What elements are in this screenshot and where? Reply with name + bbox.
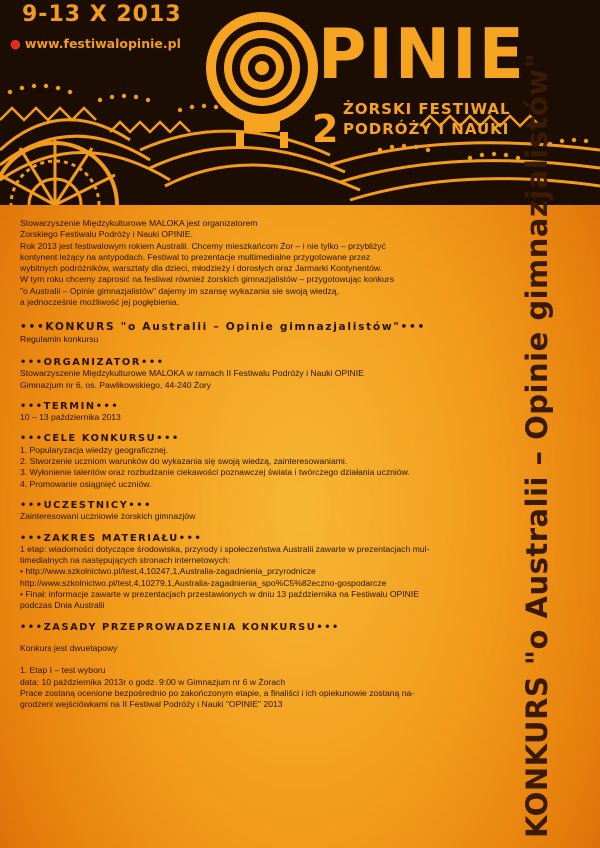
zasady-section	[20, 622, 530, 711]
intro-line: Rok 2013 jest festiwalowym rokiem Australii. Chcemy mieszkańcom Żor – i nie tylko – przybliżyć	[20, 240, 386, 251]
intro-line: Żorskiego Festiwalu Podróży i Nauki OPINIE.	[20, 229, 193, 240]
cele-line: 4. Promowanie osiągnięć uczniów.	[20, 478, 152, 489]
zasady-line: Konkurs jest dwuetapowy	[20, 642, 118, 653]
festival-dates: 9-13 X 2013	[22, 2, 182, 27]
zakres-link[interactable]: • http://www.szkolnictwo.pl/test,4,10247,1,Australia-zagadnienia_przyrodnicze	[20, 566, 316, 577]
zakres-section	[20, 533, 530, 612]
zakres-line: timedialnych na następujących stronach internetowych:	[20, 555, 231, 566]
termin-section	[20, 401, 530, 424]
intro-line: a jednocześnie możliwość jej pogłębienia.	[20, 297, 180, 308]
intro-line: W tym roku chcemy zaprosić na festiwal również żorskich gimnazjalistów – przygotowując konkurs	[20, 274, 394, 285]
intro-paragraph	[20, 218, 530, 308]
zakres-line: podczas Dnia Australii	[20, 600, 105, 611]
zakres-link[interactable]: http://www.szkolnictwo.pl/test,4,10279,1,Australia-zagadnienia_spo%C5%82eczno-gospodarcze	[20, 577, 387, 588]
intro-line: wybitnych podróżników, warsztaty dla dzieci, młodzieży i dorosłych oraz Jarmarki Kontynentów.	[20, 263, 383, 274]
bullet-icon: ●	[10, 36, 21, 51]
konkurs-section	[20, 322, 530, 345]
regulation-content	[20, 218, 530, 710]
organizator-line: Stowarzyszenie Międzykulturowe MALOKA w ramach II Festiwalu Podróży i Nauki OPINIE	[20, 368, 364, 379]
logo-text: PINIE	[318, 14, 526, 95]
cele-line: 2. Stworzenie uczniom warunków do wykazania się swoją wiedzą, zainteresowaniami.	[20, 456, 348, 467]
cele-line: 1. Popularyzacja wiedzy geograficznej.	[20, 444, 169, 455]
organizator-heading: •••ORGANIZATOR•••	[20, 356, 165, 368]
intro-line: kontynent leżący na antypodach. Festiwal to prezentacje multimedialne przygotowane przez	[20, 251, 371, 262]
subtitle-line-2: PODRÓŻY I NAUKI	[343, 120, 510, 138]
cele-section	[20, 433, 530, 489]
uczestnicy-heading: •••UCZESTNICY•••	[20, 499, 152, 511]
etap-line: Prace zostaną ocenione bezpośrednio po zakończonym etapie, a finaliści i ich opiekunowie zostaną na-	[20, 687, 415, 698]
zakres-heading: •••ZAKRES MATERIAŁU•••	[20, 532, 203, 544]
subtitle-line-1: ŻORSKI FESTIWAL	[343, 100, 511, 118]
etap-line: 1. Etap I – test wyboru	[20, 665, 106, 676]
etap-line: grodzeni wejściówkami na II Festiwal Podróży i Nauki "OPINIE" 2013	[20, 699, 283, 710]
edition-number: 2	[312, 107, 339, 151]
vertical-contest-title: KONKURS "o Australii – Opinie gimnazjalistów"	[520, 52, 554, 838]
cele-heading: •••CELE KONKURSU•••	[20, 433, 180, 445]
organizator-line: Gimnazjum nr 6, os. Pawlikowskiego, 44-240 Żory	[20, 379, 212, 390]
festival-header	[0, 0, 600, 205]
zasady-heading: •••ZASADY PRZEPROWADZENIA KONKURSU•••	[20, 621, 340, 633]
cele-line: 3. Wyłonienie talentów oraz rozbudzanie ciekawości poznawczej świata i twórczego działania uczniów.	[20, 467, 410, 478]
website-link[interactable]	[10, 36, 181, 51]
organizator-section	[20, 357, 530, 391]
termin-heading: •••TERMIN•••	[20, 400, 120, 412]
uczestnicy-line: Zainteresowani uczniowie żorskich gimnazjów	[20, 511, 196, 522]
konkurs-heading: •••KONKURS "o Australii – Opinie gimnazjalistów"•••	[20, 321, 426, 334]
termin-line: 10 – 13 października 2013	[20, 412, 121, 423]
uczestnicy-section	[20, 500, 530, 523]
intro-line: Stowarzyszenie Międzykulturowe MALOKA jest organizatorem	[20, 218, 258, 228]
etap-line: data: 10 października 2013r o godz. 9:00 w Gimnazjum nr 6 w Żorach	[20, 676, 286, 687]
zakres-line: 1 etap: wiadomości dotyczące środowiska, przyrody i społeczeństwa Australii zawarte w prezentacjach mul-	[20, 543, 430, 554]
zakres-line: • Finał: informacje zawarte w prezentacjach przestawionych w dniu 13 października na Festiwalu OPINIE	[20, 589, 419, 600]
intro-line: "o Australii – Opinie gimnazjalistów" dajemy im szansę wykazania sie swoją wiedzą,	[20, 285, 339, 296]
konkurs-subtitle: Regulamin konkursu	[20, 333, 99, 344]
website-text: www.festiwalopinie.pl	[24, 36, 181, 51]
